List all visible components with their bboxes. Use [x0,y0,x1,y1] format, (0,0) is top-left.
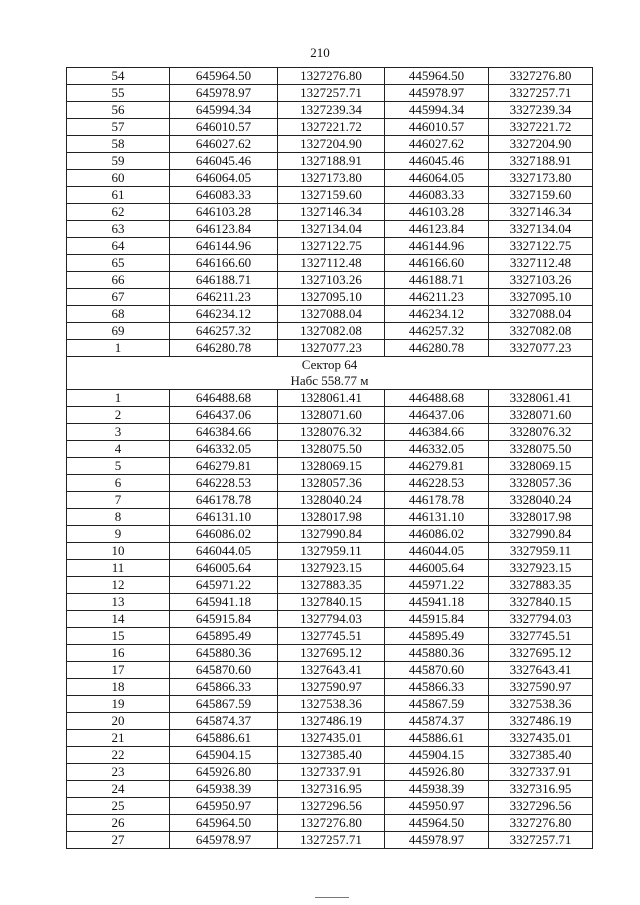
table-row [67,441,593,458]
x-coordinate-cell: 646010.57 [170,119,278,136]
x-coordinate-cell: 646166.60 [170,255,278,272]
point-number-cell: 17 [67,662,170,679]
table-body-before-sector [67,68,593,357]
x-coordinate-cell: 645941.18 [170,594,278,611]
y-msk-coordinate-cell: 3327296.56 [489,798,593,815]
x-msk-coordinate-cell: 445874.37 [385,713,489,730]
page-number: 210 [310,45,330,60]
table-row [67,170,593,187]
x-msk-coordinate-cell: 446027.62 [385,136,489,153]
x-msk-coordinate-cell: 445971.22 [385,577,489,594]
point-number-cell: 12 [67,577,170,594]
y-msk-coordinate-cell: 3327204.90 [489,136,593,153]
y-msk-coordinate-cell: 3328069.15 [489,458,593,475]
table-row [67,85,593,102]
y-coordinate-cell: 1328057.36 [278,475,385,492]
x-coordinate-cell: 645964.50 [170,68,278,85]
table-row [67,730,593,747]
y-msk-coordinate-cell: 3327159.60 [489,187,593,204]
x-coordinate-cell: 646211.23 [170,289,278,306]
table-row [67,272,593,289]
y-coordinate-cell: 1327794.03 [278,611,385,628]
point-number-cell: 14 [67,611,170,628]
y-msk-coordinate-cell: 3327276.80 [489,815,593,832]
x-msk-coordinate-cell: 445950.97 [385,798,489,815]
x-msk-coordinate-cell: 446005.64 [385,560,489,577]
x-coordinate-cell: 646257.32 [170,323,278,340]
y-msk-coordinate-cell: 3327095.10 [489,289,593,306]
x-msk-coordinate-cell: 446123.84 [385,221,489,238]
y-msk-coordinate-cell: 3327257.71 [489,832,593,849]
y-msk-coordinate-cell: 3327088.04 [489,306,593,323]
table-row [67,238,593,255]
x-coordinate-cell: 646188.71 [170,272,278,289]
x-msk-coordinate-cell: 446010.57 [385,119,489,136]
x-msk-coordinate-cell: 446188.71 [385,272,489,289]
y-coordinate-cell: 1327276.80 [278,68,385,85]
table-row [67,696,593,713]
x-coordinate-cell: 645994.34 [170,102,278,119]
table-row [67,221,593,238]
x-msk-coordinate-cell: 446144.96 [385,238,489,255]
y-msk-coordinate-cell: 3328076.32 [489,424,593,441]
table-row [67,543,593,560]
table-row [67,526,593,543]
x-msk-coordinate-cell: 446045.46 [385,153,489,170]
y-coordinate-cell: 1327883.35 [278,577,385,594]
y-msk-coordinate-cell: 3327221.72 [489,119,593,136]
y-coordinate-cell: 1328040.24 [278,492,385,509]
table-row [67,713,593,730]
y-msk-coordinate-cell: 3327146.34 [489,204,593,221]
x-msk-coordinate-cell: 446044.05 [385,543,489,560]
x-coordinate-cell: 646045.46 [170,153,278,170]
point-number-cell: 21 [67,730,170,747]
x-coordinate-cell: 645938.39 [170,781,278,798]
x-coordinate-cell: 645874.37 [170,713,278,730]
table-row [67,475,593,492]
point-number-cell: 59 [67,153,170,170]
y-msk-coordinate-cell: 3327643.41 [489,662,593,679]
y-coordinate-cell: 1327088.04 [278,306,385,323]
y-coordinate-cell: 1327538.36 [278,696,385,713]
x-coordinate-cell: 646178.78 [170,492,278,509]
y-coordinate-cell: 1327146.34 [278,204,385,221]
y-coordinate-cell: 1327082.08 [278,323,385,340]
x-coordinate-cell: 645950.97 [170,798,278,815]
x-coordinate-cell: 645978.97 [170,832,278,849]
point-number-cell: 22 [67,747,170,764]
sector-subtitle: Набс 558.77 м [290,373,369,388]
table-row [67,577,593,594]
y-coordinate-cell: 1328017.98 [278,509,385,526]
table-row [67,798,593,815]
x-msk-coordinate-cell: 446211.23 [385,289,489,306]
x-msk-coordinate-cell: 446257.32 [385,323,489,340]
y-msk-coordinate-cell: 3327337.91 [489,764,593,781]
table-row [67,509,593,526]
x-msk-coordinate-cell: 446488.68 [385,390,489,407]
table-row [67,611,593,628]
point-number-cell: 19 [67,696,170,713]
point-number-cell: 6 [67,475,170,492]
y-coordinate-cell: 1327745.51 [278,628,385,645]
y-coordinate-cell: 1327923.15 [278,560,385,577]
x-coordinate-cell: 646064.05 [170,170,278,187]
y-coordinate-cell: 1327103.26 [278,272,385,289]
y-coordinate-cell: 1327257.71 [278,85,385,102]
x-coordinate-cell: 645895.49 [170,628,278,645]
y-msk-coordinate-cell: 3327695.12 [489,645,593,662]
x-msk-coordinate-cell: 445866.33 [385,679,489,696]
table-row [67,781,593,798]
y-coordinate-cell: 1327122.75 [278,238,385,255]
y-msk-coordinate-cell: 3327538.36 [489,696,593,713]
point-number-cell: 26 [67,815,170,832]
y-coordinate-cell: 1327188.91 [278,153,385,170]
y-coordinate-cell: 1327643.41 [278,662,385,679]
point-number-cell: 67 [67,289,170,306]
coordinates-table [66,67,593,849]
y-msk-coordinate-cell: 3327840.15 [489,594,593,611]
footer-divider [315,897,349,898]
y-msk-coordinate-cell: 3327077.23 [489,340,593,357]
y-coordinate-cell: 1328076.32 [278,424,385,441]
point-number-cell: 18 [67,679,170,696]
x-coordinate-cell: 645926.80 [170,764,278,781]
y-coordinate-cell: 1327112.48 [278,255,385,272]
y-msk-coordinate-cell: 3327590.97 [489,679,593,696]
sector-header-row [67,357,593,390]
point-number-cell: 7 [67,492,170,509]
point-number-cell: 23 [67,764,170,781]
point-number-cell: 8 [67,509,170,526]
point-number-cell: 61 [67,187,170,204]
y-coordinate-cell: 1327959.11 [278,543,385,560]
x-msk-coordinate-cell: 446178.78 [385,492,489,509]
y-msk-coordinate-cell: 3328017.98 [489,509,593,526]
point-number-cell: 69 [67,323,170,340]
x-msk-coordinate-cell: 445978.97 [385,85,489,102]
y-msk-coordinate-cell: 3328061.41 [489,390,593,407]
table-row [67,407,593,424]
y-coordinate-cell: 1328071.60 [278,407,385,424]
y-msk-coordinate-cell: 3327923.15 [489,560,593,577]
y-coordinate-cell: 1327221.72 [278,119,385,136]
y-coordinate-cell: 1327316.95 [278,781,385,798]
table-row [67,153,593,170]
x-coordinate-cell: 646384.66 [170,424,278,441]
x-msk-coordinate-cell: 445895.49 [385,628,489,645]
x-msk-coordinate-cell: 446279.81 [385,458,489,475]
x-coordinate-cell: 646332.05 [170,441,278,458]
point-number-cell: 5 [67,458,170,475]
table-row [67,68,593,85]
y-msk-coordinate-cell: 3327112.48 [489,255,593,272]
x-coordinate-cell: 646044.05 [170,543,278,560]
x-msk-coordinate-cell: 446131.10 [385,509,489,526]
y-msk-coordinate-cell: 3327486.19 [489,713,593,730]
y-coordinate-cell: 1327590.97 [278,679,385,696]
point-number-cell: 2 [67,407,170,424]
x-coordinate-cell: 646280.78 [170,340,278,357]
x-msk-coordinate-cell: 445867.59 [385,696,489,713]
x-msk-coordinate-cell: 445926.80 [385,764,489,781]
y-msk-coordinate-cell: 3328071.60 [489,407,593,424]
x-coordinate-cell: 645971.22 [170,577,278,594]
x-msk-coordinate-cell: 446103.28 [385,204,489,221]
x-msk-coordinate-cell: 446332.05 [385,441,489,458]
table-row [67,594,593,611]
x-msk-coordinate-cell: 445994.34 [385,102,489,119]
y-msk-coordinate-cell: 3327122.75 [489,238,593,255]
x-msk-coordinate-cell: 446234.12 [385,306,489,323]
point-number-cell: 63 [67,221,170,238]
y-msk-coordinate-cell: 3327239.34 [489,102,593,119]
x-coordinate-cell: 646103.28 [170,204,278,221]
y-msk-coordinate-cell: 3327103.26 [489,272,593,289]
x-coordinate-cell: 645866.33 [170,679,278,696]
y-msk-coordinate-cell: 3327883.35 [489,577,593,594]
table-row [67,747,593,764]
x-coordinate-cell: 646131.10 [170,509,278,526]
x-coordinate-cell: 645964.50 [170,815,278,832]
x-msk-coordinate-cell: 446228.53 [385,475,489,492]
x-coordinate-cell: 646027.62 [170,136,278,153]
y-coordinate-cell: 1328061.41 [278,390,385,407]
point-number-cell: 56 [67,102,170,119]
x-coordinate-cell: 646083.33 [170,187,278,204]
point-number-cell: 60 [67,170,170,187]
x-coordinate-cell: 646086.02 [170,526,278,543]
x-msk-coordinate-cell: 446083.33 [385,187,489,204]
point-number-cell: 13 [67,594,170,611]
point-number-cell: 3 [67,424,170,441]
table-row [67,390,593,407]
x-msk-coordinate-cell: 446280.78 [385,340,489,357]
point-number-cell: 54 [67,68,170,85]
y-msk-coordinate-cell: 3327276.80 [489,68,593,85]
y-msk-coordinate-cell: 3327794.03 [489,611,593,628]
table-row [67,187,593,204]
y-coordinate-cell: 1327435.01 [278,730,385,747]
y-msk-coordinate-cell: 3327385.40 [489,747,593,764]
y-coordinate-cell: 1327695.12 [278,645,385,662]
y-coordinate-cell: 1327173.80 [278,170,385,187]
table-row [67,119,593,136]
x-coordinate-cell: 645880.36 [170,645,278,662]
point-number-cell: 55 [67,85,170,102]
x-msk-coordinate-cell: 445886.61 [385,730,489,747]
y-coordinate-cell: 1327276.80 [278,815,385,832]
x-msk-coordinate-cell: 446384.66 [385,424,489,441]
point-number-cell: 1 [67,340,170,357]
y-coordinate-cell: 1327257.71 [278,832,385,849]
table-row [67,458,593,475]
point-number-cell: 57 [67,119,170,136]
point-number-cell: 24 [67,781,170,798]
y-coordinate-cell: 1327840.15 [278,594,385,611]
point-number-cell: 11 [67,560,170,577]
table-row [67,102,593,119]
x-msk-coordinate-cell: 445964.50 [385,815,489,832]
x-coordinate-cell: 646488.68 [170,390,278,407]
x-coordinate-cell: 645870.60 [170,662,278,679]
y-msk-coordinate-cell: 3327188.91 [489,153,593,170]
table-row [67,340,593,357]
x-msk-coordinate-cell: 446437.06 [385,407,489,424]
y-coordinate-cell: 1327296.56 [278,798,385,815]
x-coordinate-cell: 646228.53 [170,475,278,492]
x-coordinate-cell: 646005.64 [170,560,278,577]
x-coordinate-cell: 646279.81 [170,458,278,475]
point-number-cell: 9 [67,526,170,543]
table-row [67,560,593,577]
table-row [67,204,593,221]
x-msk-coordinate-cell: 445938.39 [385,781,489,798]
point-number-cell: 16 [67,645,170,662]
point-number-cell: 1 [67,390,170,407]
point-number-cell: 20 [67,713,170,730]
point-number-cell: 27 [67,832,170,849]
y-coordinate-cell: 1327095.10 [278,289,385,306]
sector-title: Сектор 64 [301,357,358,372]
y-msk-coordinate-cell: 3327959.11 [489,543,593,560]
table-row [67,628,593,645]
y-coordinate-cell: 1327134.04 [278,221,385,238]
point-number-cell: 62 [67,204,170,221]
y-msk-coordinate-cell: 3327134.04 [489,221,593,238]
table-row [67,764,593,781]
x-msk-coordinate-cell: 445915.84 [385,611,489,628]
y-msk-coordinate-cell: 3327435.01 [489,730,593,747]
table-row [67,662,593,679]
x-msk-coordinate-cell: 445941.18 [385,594,489,611]
table-row [67,306,593,323]
x-msk-coordinate-cell: 446064.05 [385,170,489,187]
table-row [67,424,593,441]
y-msk-coordinate-cell: 3327257.71 [489,85,593,102]
y-msk-coordinate-cell: 3328057.36 [489,475,593,492]
x-coordinate-cell: 645978.97 [170,85,278,102]
point-number-cell: 10 [67,543,170,560]
point-number-cell: 25 [67,798,170,815]
x-msk-coordinate-cell: 445964.50 [385,68,489,85]
y-msk-coordinate-cell: 3327990.84 [489,526,593,543]
y-msk-coordinate-cell: 3327173.80 [489,170,593,187]
point-number-cell: 4 [67,441,170,458]
x-msk-coordinate-cell: 446166.60 [385,255,489,272]
y-coordinate-cell: 1327990.84 [278,526,385,543]
x-msk-coordinate-cell: 445978.97 [385,832,489,849]
sector-header-cell [67,357,593,390]
point-number-cell: 66 [67,272,170,289]
x-msk-coordinate-cell: 445870.60 [385,662,489,679]
table-row [67,645,593,662]
x-msk-coordinate-cell: 445880.36 [385,645,489,662]
x-coordinate-cell: 646123.84 [170,221,278,238]
y-coordinate-cell: 1327159.60 [278,187,385,204]
point-number-cell: 58 [67,136,170,153]
x-coordinate-cell: 646437.06 [170,407,278,424]
table-row [67,679,593,696]
x-coordinate-cell: 645867.59 [170,696,278,713]
y-coordinate-cell: 1327486.19 [278,713,385,730]
point-number-cell: 64 [67,238,170,255]
table-row [67,832,593,849]
sector-header-group [67,357,593,390]
y-coordinate-cell: 1327337.91 [278,764,385,781]
y-coordinate-cell: 1327385.40 [278,747,385,764]
table-row [67,289,593,306]
x-coordinate-cell: 645904.15 [170,747,278,764]
x-coordinate-cell: 645915.84 [170,611,278,628]
point-number-cell: 65 [67,255,170,272]
y-coordinate-cell: 1327077.23 [278,340,385,357]
x-coordinate-cell: 645886.61 [170,730,278,747]
x-coordinate-cell: 646144.96 [170,238,278,255]
y-msk-coordinate-cell: 3328075.50 [489,441,593,458]
table-row [67,815,593,832]
table-row [67,492,593,509]
point-number-cell: 15 [67,628,170,645]
x-msk-coordinate-cell: 445904.15 [385,747,489,764]
y-msk-coordinate-cell: 3328040.24 [489,492,593,509]
table-body-after-sector [67,390,593,849]
x-msk-coordinate-cell: 446086.02 [385,526,489,543]
table-row [67,136,593,153]
y-msk-coordinate-cell: 3327745.51 [489,628,593,645]
y-coordinate-cell: 1327204.90 [278,136,385,153]
y-coordinate-cell: 1328075.50 [278,441,385,458]
table-row [67,255,593,272]
y-coordinate-cell: 1327239.34 [278,102,385,119]
y-msk-coordinate-cell: 3327082.08 [489,323,593,340]
y-coordinate-cell: 1328069.15 [278,458,385,475]
y-msk-coordinate-cell: 3327316.95 [489,781,593,798]
table-row [67,323,593,340]
point-number-cell: 68 [67,306,170,323]
x-coordinate-cell: 646234.12 [170,306,278,323]
